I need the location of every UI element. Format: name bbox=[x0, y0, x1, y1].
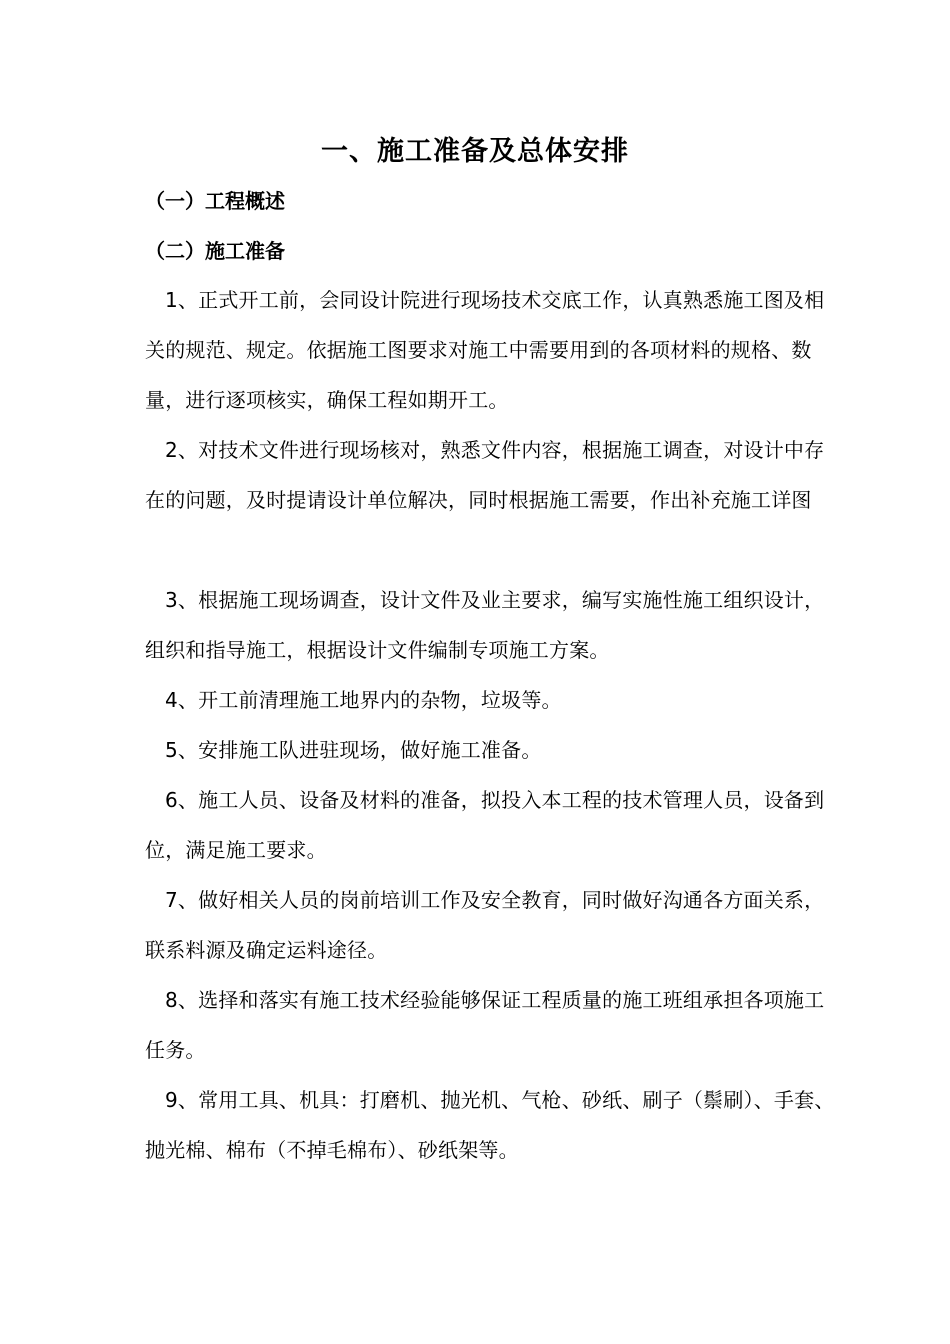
paragraph-item-2: 2、对技术文件进行现场核对，熟悉文件内容，根据施工调查，对设计中存在的问题，及时提请设计单位解决，同时根据施工需要，作出补充施工详图 bbox=[145, 438, 825, 512]
paragraph-item-3: 3、根据施工现场调查，设计文件及业主要求，编写实施性施工组织设计，组织和指导施工，根据设计文件编制专项施工方案。 bbox=[145, 588, 825, 662]
paragraph-item-9: 9、常用工具、机具：打磨机、抛光机、气枪、砂纸、刷子（鬃刷）、手套、抛光棉、棉布（不掉毛棉布）、砂纸架等。 bbox=[145, 1088, 835, 1162]
section-heading-overview: （一）工程概述 bbox=[145, 189, 285, 213]
paragraph-item-6: 6、施工人员、设备及材料的准备，拟投入本工程的技术管理人员，设备到位，满足施工要求。 bbox=[145, 788, 825, 862]
paragraph-item-7: 7、做好相关人员的岗前培训工作及安全教育，同时做好沟通各方面关系，联系料源及确定运料途径。 bbox=[145, 888, 825, 962]
section-heading-preparation: （二）施工准备 bbox=[145, 239, 285, 263]
paragraph-item-5: 5、安排施工队进驻现场，做好施工准备。 bbox=[165, 738, 542, 762]
paragraph-item-4: 4、开工前清理施工地界内的杂物，垃圾等。 bbox=[165, 688, 562, 712]
paragraph-item-1: 1、正式开工前，会同设计院进行现场技术交底工作，认真熟悉施工图及相关的规范、规定。依据施工图要求对施工中需要用到的各项材料的规格、数量，进行逐项核实，确保工程如期开工。 bbox=[145, 288, 825, 412]
document-title: 一、施工准备及总体安排 bbox=[321, 136, 629, 167]
paragraph-item-8: 8、选择和落实有施工技术经验能够保证工程质量的施工班组承担各项施工任务。 bbox=[145, 988, 825, 1062]
